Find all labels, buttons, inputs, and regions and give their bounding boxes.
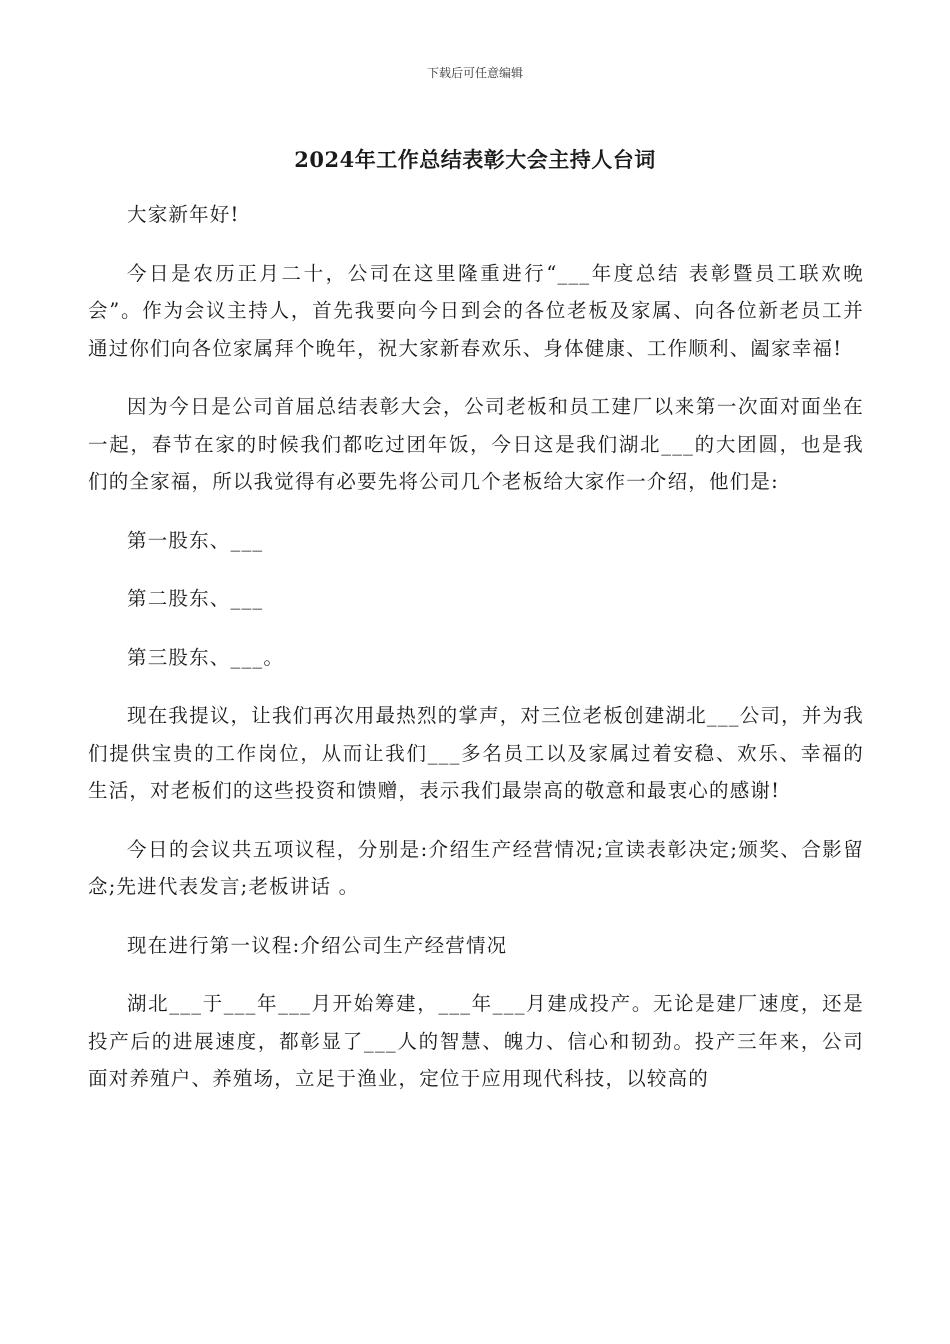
document-body [88, 196, 864, 1119]
document-title: 2024年工作总结表彰大会主持人台词 [294, 147, 656, 172]
paragraph-agenda: 今日的会议共五项议程，分别是:介绍生产经营情况;宣读表彰决定;颁奖、合影留念;先进代表发言;老板讲话 。 [88, 837, 864, 898]
paragraph-shareholder-1: 第一股东、___ [127, 528, 264, 552]
paragraph-opening: 今日是农历正月二十，公司在这里隆重进行“___年度总结 表彰暨员工联欢晚会”。作为会议主持人，首先我要向今日到会的各位老板及家属、向各位新老员工并通过你们向各位家属拜个晚年，祝大家新春欢乐、身体健康、工作顺利、阖家幸福! [88, 261, 864, 360]
paragraph-agenda-item-1: 现在进行第一议程:介绍公司生产经营情况 [127, 933, 508, 957]
paragraph-company-history: 湖北___于___年___月开始筹建，___年___月建成投产。无论是建厂速度，还是投产后的进展速度，都彰显了___人的智慧、魄力、信心和韧劲。投产三年来，公司面对养殖户、养殖场，立足于渔业，定位于应用现代科技，以较高的 [88, 992, 864, 1090]
paragraph-shareholder-2: 第二股东、___ [127, 587, 264, 610]
paragraph-introduction: 因为今日是公司首届总结表彰大会，公司老板和员工建厂以来第一次面对面坐在一起，春节在家的时候我们都吃过团年饭，今日这是我们湖北___的大团圆，也是我们的全家福，所以我觉得有必要先将公司几个老板给大家作一介绍，他们是: [88, 395, 864, 493]
paragraph-thanks: 现在我提议，让我们再次用最热烈的掌声，对三位老板创建湖北___公司，并为我们提供宝贵的工作岗位，从而让我们___多名员工以及家属过着安稳、欢乐、幸福的生活，对老板们的这些投资和馈赠，表示我们最崇高的敬意和最衷心的感谢! [88, 704, 864, 802]
page-header-note: 下载后可任意编辑 [426, 66, 523, 80]
paragraph-shareholder-3: 第三股东、___。 [127, 645, 285, 669]
paragraph-greeting: 大家新年好! [127, 203, 240, 226]
